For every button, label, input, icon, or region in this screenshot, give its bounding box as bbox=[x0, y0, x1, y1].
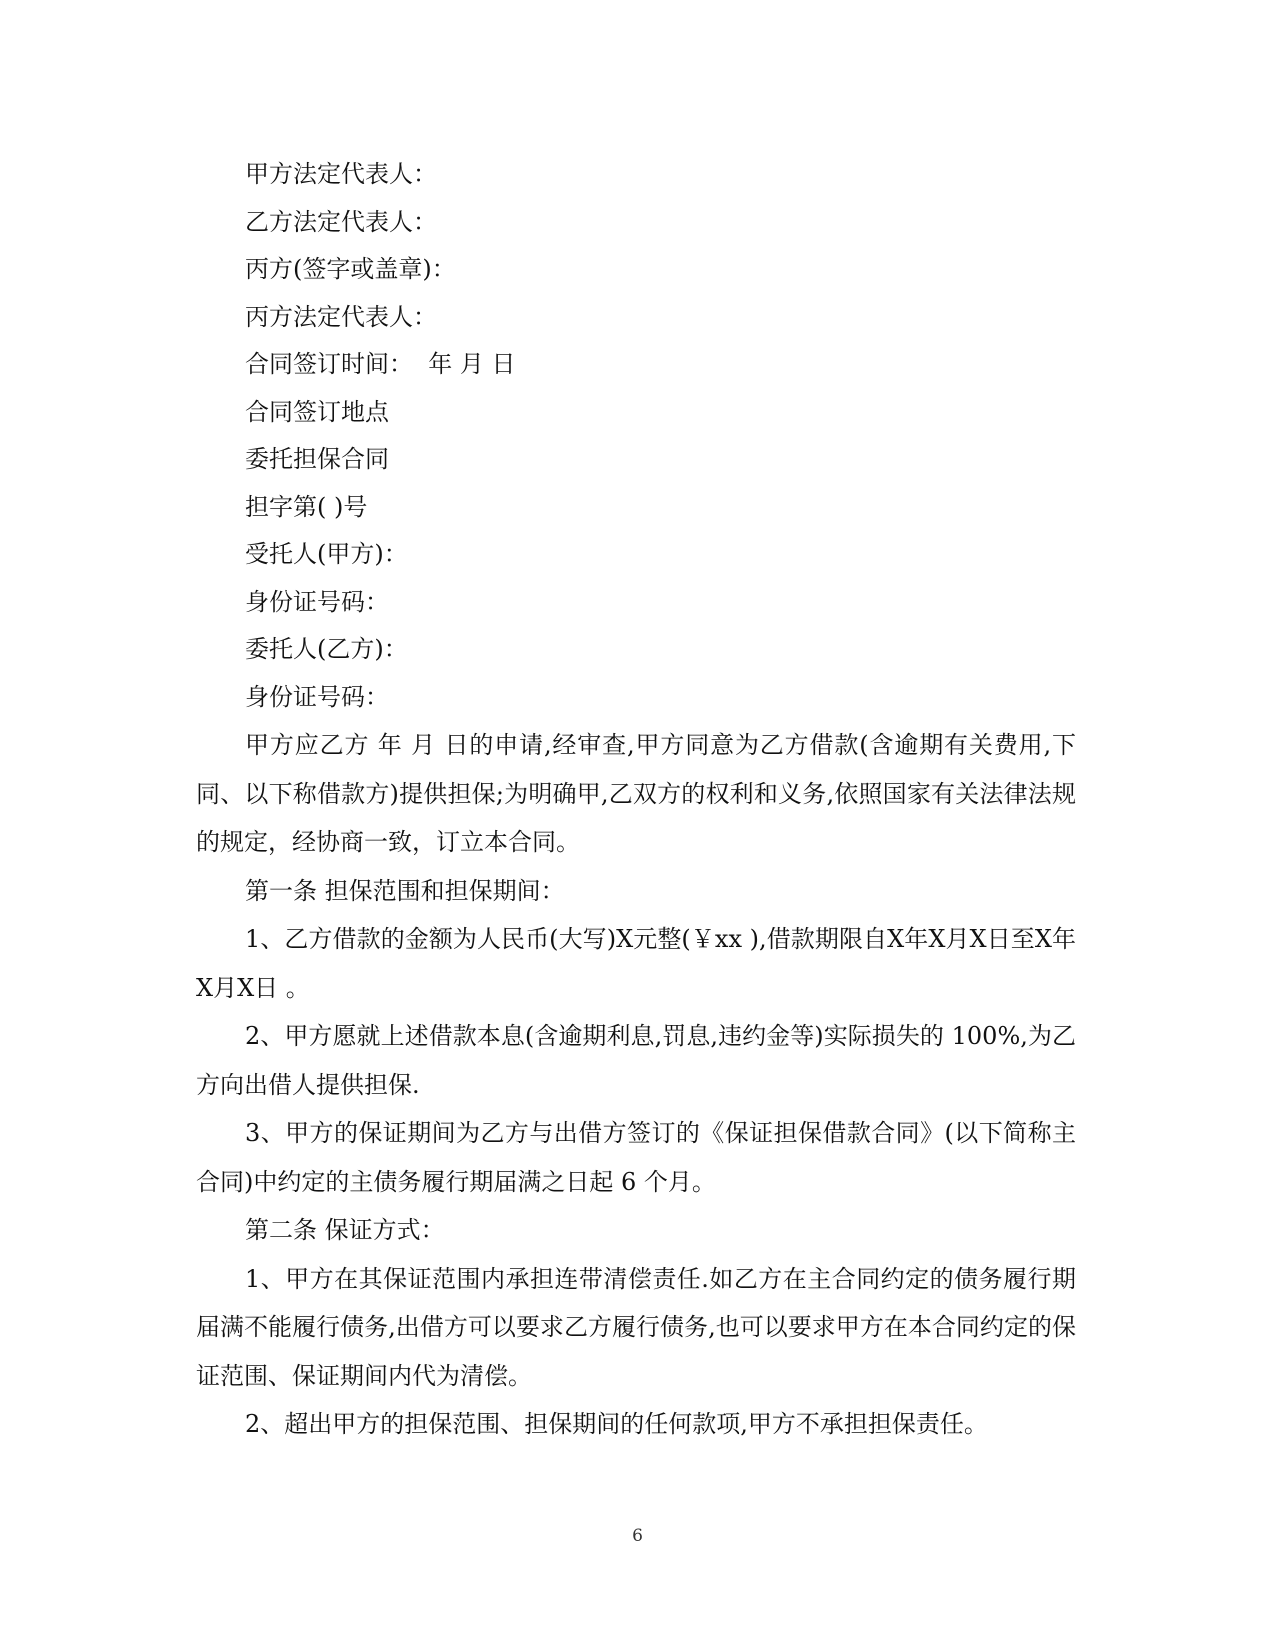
preamble-paragraph: 甲方应乙方 年 月 日的申请,经审查,甲方同意为乙方借款(含逾期有关费用,下同、以下称借款方)提供担保;为明确甲,乙双方的权利和义务,依照国家有关法律法规的规定，经协商一致，订立本合同。 bbox=[196, 731, 1076, 856]
article-1-clause-1: 1、乙方借款的金额为人民币(大写)X元整(￥xx ),借款期限自X年X月X日至X年X月X日 。 bbox=[196, 925, 1076, 1002]
article-1-heading: 第一条 担保范围和担保期间： bbox=[245, 876, 565, 905]
article-2-clause-2: 2、超出甲方的担保范围、担保期间的任何款项,甲方不承担担保责任。 bbox=[245, 1410, 988, 1438]
contract-place-line: 合同签订地点 bbox=[245, 397, 389, 426]
contract-date-line: 合同签订时间： 年 月 日 bbox=[245, 350, 516, 378]
document-body bbox=[196, 151, 1076, 1449]
trustee-line: 受托人(甲方)： bbox=[245, 540, 408, 568]
party-a-representative-line: 甲方法定代表人： bbox=[245, 160, 437, 188]
party-c-representative-line: 丙方法定代表人： bbox=[245, 302, 437, 331]
principal-line: 委托人(乙方)： bbox=[245, 635, 408, 663]
party-b-representative-line: 乙方法定代表人： bbox=[245, 207, 437, 236]
page-number: 6 bbox=[632, 1526, 643, 1546]
trustee-id-line: 身份证号码： bbox=[245, 587, 389, 616]
article-1-clause-3: 3、甲方的保证期间为乙方与出借方签订的《保证担保借款合同》(以下简称主合同)中约定的主债务履行期届满之日起 6 个月。 bbox=[196, 1119, 1076, 1196]
article-2-heading: 第二条 保证方式： bbox=[245, 1216, 445, 1244]
article-1-clause-2: 2、甲方愿就上述借款本息(含逾期利息,罚息,违约金等)实际损失的 100%,为乙方向出借人提供担保. bbox=[196, 1022, 1076, 1099]
contract-title: 委托担保合同 bbox=[245, 445, 389, 473]
principal-id-line: 身份证号码： bbox=[245, 682, 389, 711]
contract-number-line: 担字第( )号 bbox=[245, 492, 368, 521]
party-c-signature-line: 丙方(签字或盖章)： bbox=[245, 255, 456, 283]
article-2-clause-1: 1、甲方在其保证范围内承担连带清偿责任.如乙方在主合同约定的债务履行期届满不能履行债务,出借方可以要求乙方履行债务,也可以要求甲方在本合同约定的保证范围、保证期间内代为清偿。 bbox=[196, 1264, 1076, 1390]
